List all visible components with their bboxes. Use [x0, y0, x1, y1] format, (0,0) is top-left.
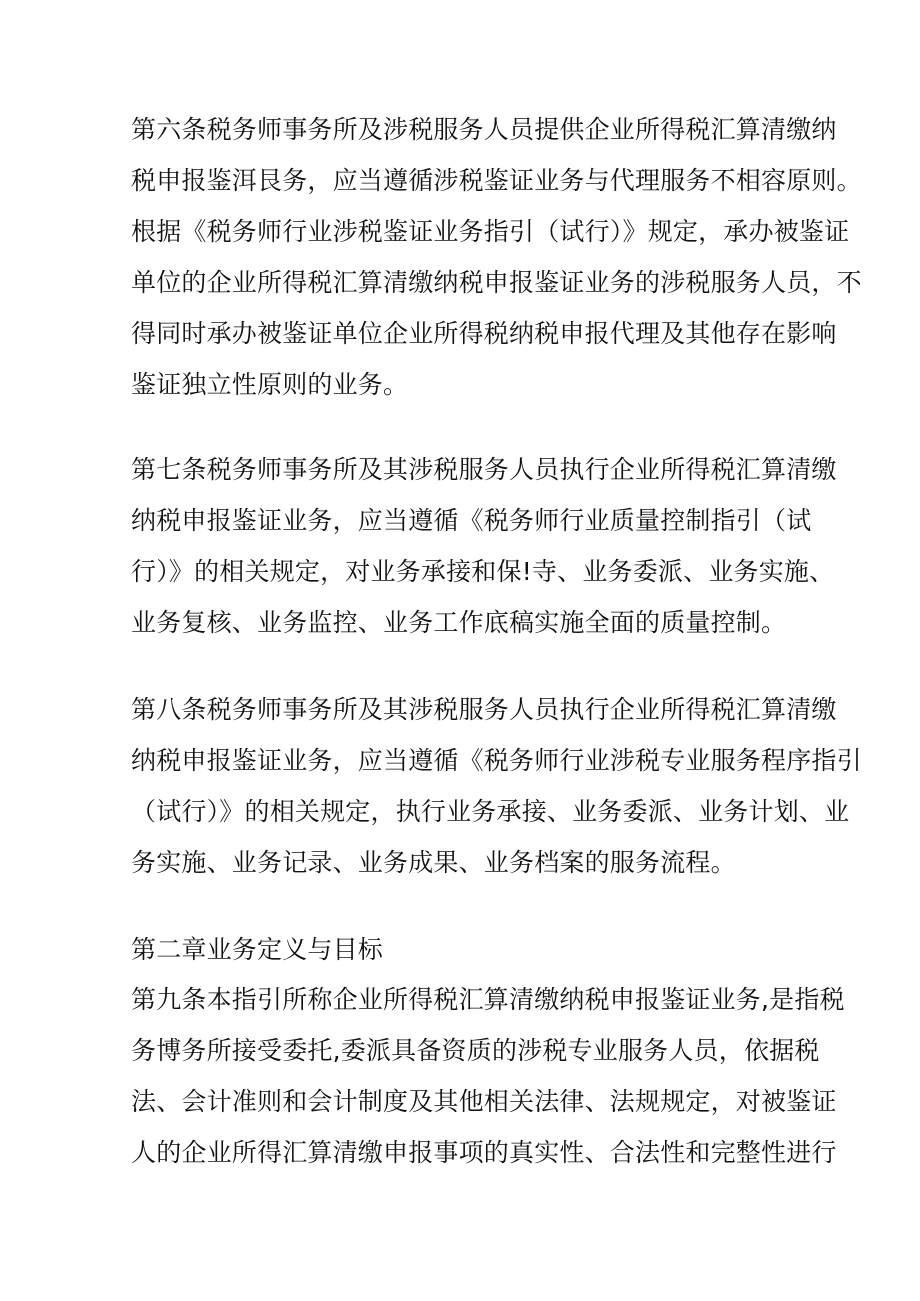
article-9-line-1: 第九条本指引所称企业所得税汇算清缴纳税申报鉴证业务,是指税 — [131, 985, 845, 1014]
article-9-line-3: 法、会计准则和会计制度及其他相关法律、法规规定，对被鉴证 — [131, 1087, 837, 1116]
chapter-2-heading: 第二章业务定义与目标 — [131, 935, 384, 964]
article-7-line-4: 业务复核、业务监控、业务工作底稿实施全面的质量控制。 — [131, 608, 787, 637]
article-8-line-1: 第八条税务师事务所及其涉税服务人员执行企业所得税汇算清缴 — [131, 695, 837, 724]
article-6-line-5: 得同时承办被鉴证单位企业所得税纳税申报代理及其他存在影响 — [131, 319, 837, 348]
article-6-line-4: 单位的企业所得税汇算清缴纳税申报鉴证业务的涉税服务人员，不 — [131, 268, 862, 297]
article-6-line-3: 根据《税务师行业涉税鉴证业务指引（试行）》规定，承办被鉴证 — [131, 217, 850, 246]
article-7-line-3: 行）》的相关规定，对业务承接和保!寺、业务委派、业务实施、 — [131, 557, 835, 586]
article-6-line-1: 第六条税务师事务所及涉税服务人员提供企业所得税汇算清缴纳 — [131, 115, 837, 144]
article-6-line-6: 鉴证独立性原则的业务。 — [131, 370, 409, 399]
article-8-line-4: 务实施、业务记录、业务成果、业务档案的服务流程。 — [131, 848, 736, 877]
article-7-line-2: 纳税申报鉴证业务，应当遵循《税务师行业质量控制指引（试 — [131, 506, 812, 535]
article-8-line-2: 纳税申报鉴证业务，应当遵循《税务师行业涉税专业服务程序指引 — [131, 746, 862, 775]
article-8-line-3: （试行）》的相关规定，执行业务承接、业务委派、业务计划、业 — [131, 797, 850, 826]
article-6-line-2: 税申报鉴洱艮务，应当遵循涉税鉴证业务与代理服务不相容原则。 — [131, 166, 862, 195]
article-7-line-1: 第七条税务师事务所及其涉税服务人员执行企业所得税汇算清缴 — [131, 455, 837, 484]
article-9-line-4: 人的企业所得汇算清缴申报事项的真实性、合法性和完整性进行 — [131, 1138, 837, 1167]
article-9-line-2: 务博务所接受委托,委派具备资质的涉税专业服务人员，依据税 — [131, 1036, 820, 1065]
